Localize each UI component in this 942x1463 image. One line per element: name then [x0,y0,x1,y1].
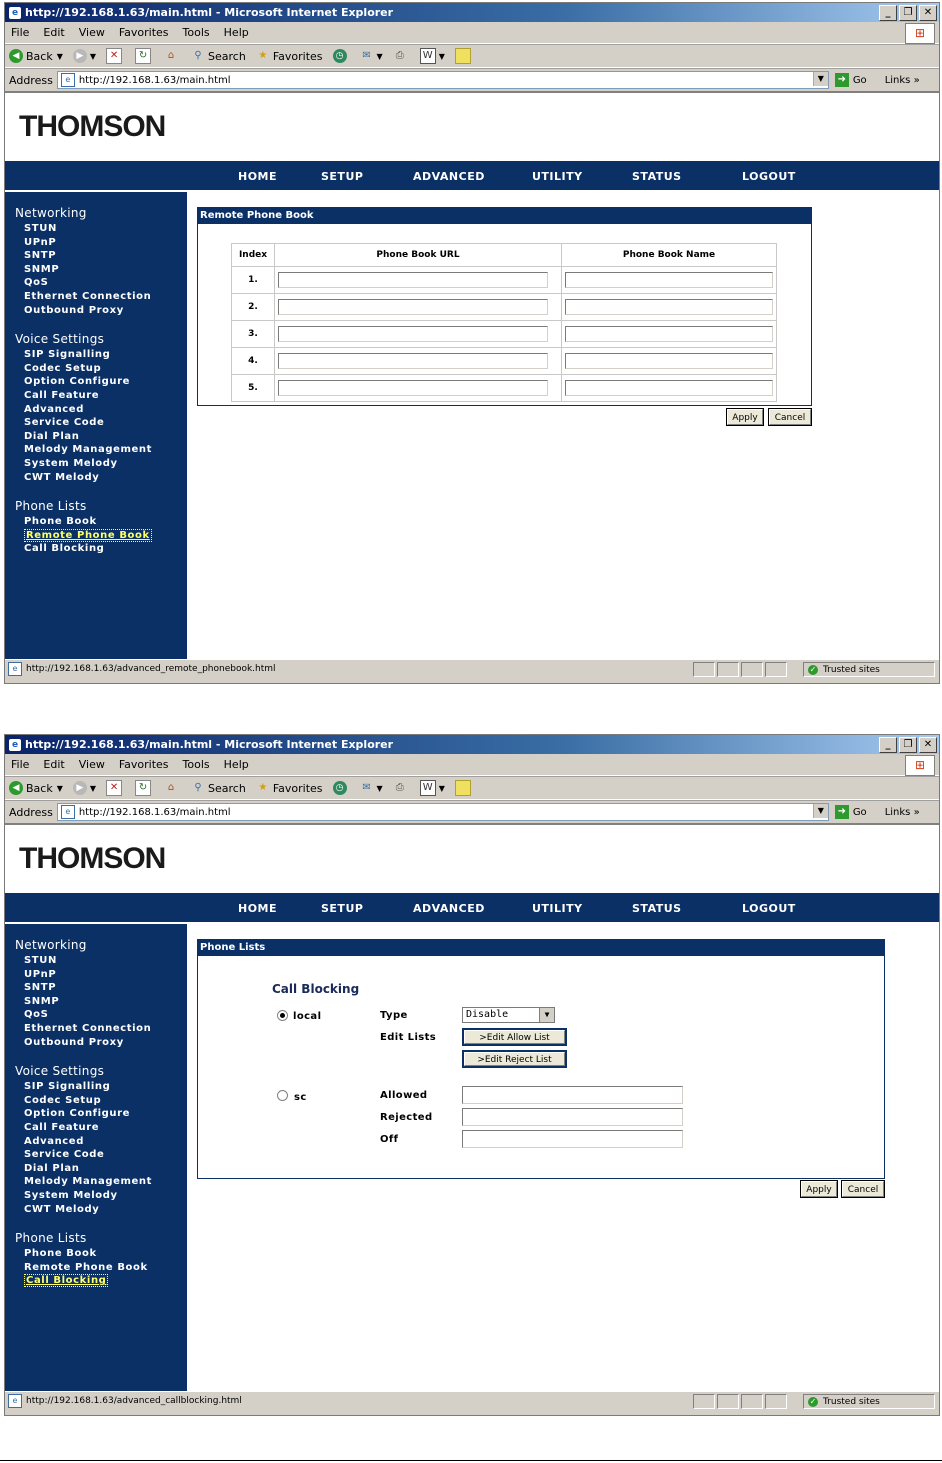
nav-home[interactable]: HOME [238,169,278,183]
panel-title: Remote Phone Book [198,208,811,224]
note-icon [455,48,471,64]
sidebar-item-ethernet[interactable]: Ethernet Connection [24,1022,152,1034]
menu-favorites[interactable]: Favorites [118,758,169,771]
sidebar-item-ethernet[interactable]: Ethernet Connection [24,290,152,302]
sidebar [5,924,187,1392]
go-arrow-icon: ➜ [835,73,849,87]
page-viewport [5,823,939,1391]
zone-indicator: ✓ Trusted sites [803,1394,935,1409]
messenger-button[interactable] [455,780,474,796]
url-input-3[interactable] [278,326,548,342]
address-url: http://192.168.1.63/main.html [78,806,231,818]
status-bar [5,1391,939,1410]
address-label: Address [9,73,53,87]
sidebar-item-system-melody[interactable]: System Melody [24,1189,118,1201]
status-url: http://192.168.1.63/advanced_callblocking.html [26,1396,242,1406]
menu-file[interactable]: File [11,26,30,39]
sidebar-item-snmp[interactable]: SNMP [24,263,60,275]
stop-icon: ✕ [106,780,122,796]
sidebar-item-advanced[interactable]: Advanced [24,1135,84,1147]
sidebar-item-phone-book[interactable]: Phone Book [24,516,97,528]
stop-button[interactable] [106,780,125,796]
sidebar-item-sip[interactable]: SIP Signalling [24,349,111,361]
remote-phone-book-panel [197,207,812,406]
address-url: http://192.168.1.63/main.html [78,74,231,86]
sidebar-item-dial-plan[interactable]: Dial Plan [24,430,80,442]
section-title: Call Blocking [272,982,360,996]
ie-logo-icon: e [9,739,21,751]
window-titlebar [5,3,939,22]
menu-tools[interactable]: Tools [182,26,210,39]
sidebar-item-system-melody[interactable]: System Melody [24,457,118,469]
rejected-label: Rejected [380,1112,433,1123]
edit-reject-list-button[interactable]: >Edit Reject List [462,1050,567,1068]
url-input-5[interactable] [278,380,548,396]
sidebar-item-snmp[interactable]: SNMP [24,995,60,1007]
links-button[interactable]: Links » [884,806,920,818]
edit-button[interactable]: W ▼ [420,48,445,64]
name-input-1[interactable] [565,272,773,288]
go-button[interactable]: ➜ Go [835,73,867,87]
edit-document-icon: W [420,48,436,64]
table-row [232,348,777,375]
url-input-1[interactable] [278,272,548,288]
page-icon: e [61,805,75,819]
back-button[interactable]: ◀ Back ▼ [9,49,63,63]
nav-utility[interactable]: UTILITY [532,901,583,915]
sidebar-heading-networking: Networking [15,206,87,220]
history-button[interactable] [333,49,350,63]
go-arrow-icon: ➜ [835,805,849,819]
url-input-2[interactable] [278,299,548,315]
home-icon: ⌂ [167,50,175,61]
off-label: Off [380,1134,399,1145]
back-arrow-icon: ◀ [9,49,23,63]
sidebar-item-outbound-proxy[interactable]: Outbound Proxy [24,1036,124,1048]
nav-status[interactable]: STATUS [632,901,682,915]
sidebar-item-stun[interactable]: STUN [24,955,57,966]
toolbar [5,44,939,68]
forward-arrow-icon: ▶ [73,781,87,795]
refresh-button[interactable] [135,780,154,796]
search-icon: ⚲ [194,50,202,61]
links-button[interactable]: Links » [884,74,920,86]
star-icon: ★ [258,50,268,61]
sidebar-item-sip[interactable]: SIP Signalling [24,1081,111,1093]
off-input[interactable] [462,1130,683,1148]
mail-button[interactable]: ✉ ▼ [360,781,383,795]
main-content [187,924,939,1392]
nav-setup[interactable]: SETUP [321,169,364,183]
cancel-button[interactable]: Cancel [841,1180,885,1198]
sidebar-item-dial-plan[interactable]: Dial Plan [24,1162,80,1174]
chevron-down-icon: ▼ [539,1008,554,1022]
menu-favorites[interactable]: Favorites [118,26,169,39]
sidebar-item-service-code[interactable]: Service Code [24,417,105,429]
sidebar-item-upnp[interactable]: UPnP [24,968,57,980]
stop-icon: ✕ [106,48,122,64]
page-icon: e [61,73,75,87]
sidebar [5,192,187,660]
sidebar-heading-phone-lists: Phone Lists [15,1231,87,1246]
nav-utility[interactable]: UTILITY [532,169,583,183]
address-label: Address [9,805,53,819]
close-button[interactable]: ✕ [919,737,937,753]
sidebar-item-qos[interactable]: QoS [24,1009,49,1021]
sidebar-item-call-feature[interactable]: Call Feature [24,1121,100,1133]
sidebar-item-call-blocking[interactable]: Call Blocking [24,543,105,555]
sidebar-item-cwt-melody[interactable]: CWT Melody [24,471,100,483]
apply-button[interactable]: Apply [800,1180,838,1198]
local-radio[interactable] [277,1010,288,1021]
print-icon: ⎙ [395,50,404,61]
address-dropdown-icon[interactable]: ▼ [813,72,828,86]
windows-logo-icon: ⊞ [905,23,935,44]
history-icon: ◷ [333,49,347,63]
panel-title: Phone Lists [198,940,884,956]
messenger-button[interactable] [455,48,474,64]
address-input[interactable] [57,71,829,89]
checkmark-icon: ✓ [809,1396,817,1406]
menu-edit[interactable]: Edit [43,758,65,771]
forward-button[interactable]: ▶ ▼ [73,781,96,795]
window-title: http://192.168.1.63/main.html - Microsoft Internet Explorer [25,6,394,19]
search-icon: ⚲ [194,782,202,793]
nav-setup[interactable]: SETUP [321,901,364,915]
name-input-3[interactable] [565,326,773,342]
sidebar-item-stun[interactable]: STUN [24,223,57,234]
type-label: Type [380,1010,408,1021]
name-input-5[interactable] [565,380,773,396]
back-arrow-icon: ◀ [9,781,23,795]
col-url: Phone Book URL [275,244,562,267]
menu-bar [5,754,939,776]
page-viewport [5,91,939,659]
sidebar-item-sntp[interactable]: SNTP [24,250,57,262]
table-row [232,294,777,321]
star-icon: ★ [258,782,268,793]
table-row [232,321,777,348]
cancel-button[interactable]: Cancel [768,408,812,426]
ie-logo-icon: e [9,7,21,19]
address-bar [5,800,939,823]
menu-bar [5,22,939,44]
col-index: Index [232,244,275,267]
refresh-button[interactable] [135,48,154,64]
address-input[interactable] [57,803,829,821]
sidebar-item-cwt-melody[interactable]: CWT Melody [24,1203,100,1215]
sidebar-item-qos[interactable]: QoS [24,277,49,289]
allowed-input[interactable] [462,1086,683,1104]
browser-window-call-blocking [4,734,940,1416]
rejected-input[interactable] [462,1108,683,1126]
toolbar [5,776,939,800]
menu-tools[interactable]: Tools [182,758,210,771]
nav-advanced[interactable]: ADVANCED [413,901,485,915]
apply-button[interactable]: Apply [726,408,764,426]
phone-lists-panel [197,939,885,1179]
sidebar-item-codec[interactable]: Codec Setup [24,362,102,374]
col-name: Phone Book Name [562,244,777,267]
edit-button[interactable]: W ▼ [420,780,445,796]
status-bar [5,659,939,678]
stop-button[interactable] [106,48,125,64]
mail-icon: ✉ [362,50,371,61]
print-icon: ⎙ [395,782,404,793]
url-input-4[interactable] [278,353,548,369]
history-button[interactable] [333,781,350,795]
home-button[interactable] [164,781,181,795]
name-input-2[interactable] [565,299,773,315]
window-titlebar [5,735,939,754]
minimize-button[interactable]: _ [879,737,897,753]
thomson-logo: THOMSON [5,93,939,162]
nav-logout[interactable]: LOGOUT [742,901,796,915]
forward-arrow-icon: ▶ [73,49,87,63]
go-button[interactable]: ➜ Go [835,805,867,819]
local-label: local [293,1011,322,1022]
menu-help[interactable]: Help [223,758,249,771]
menu-edit[interactable]: Edit [43,26,65,39]
sc-label: sc [294,1092,307,1103]
allowed-label: Allowed [380,1090,428,1101]
menu-view[interactable]: View [78,26,105,39]
table-row [232,267,777,294]
status-url: http://192.168.1.63/advanced_remote_phonebook.html [26,664,276,674]
address-dropdown-icon[interactable]: ▼ [813,804,828,818]
row-index: 1. [232,267,275,294]
nav-advanced[interactable]: ADVANCED [413,169,485,183]
sidebar-item-call-blocking[interactable]: Call Blocking [26,1275,107,1287]
row-index: 5. [232,375,275,402]
page-status-icon: e [8,662,22,676]
print-button[interactable] [393,49,410,63]
close-button[interactable]: ✕ [919,5,937,21]
restore-button[interactable]: ❐ [899,5,917,21]
sidebar-item-call-feature[interactable]: Call Feature [24,389,100,401]
row-index: 4. [232,348,275,375]
browser-window-remote-phonebook [4,2,940,684]
favorites-button[interactable]: ★ Favorites [256,781,323,795]
page-status-icon: e [8,1394,22,1408]
name-input-4[interactable] [565,353,773,369]
windows-logo-icon: ⊞ [905,755,935,776]
print-button[interactable] [393,781,410,795]
checkmark-icon: ✓ [809,664,817,674]
menu-view[interactable]: View [78,758,105,771]
mail-icon: ✉ [362,782,371,793]
nav-status[interactable]: STATUS [632,169,682,183]
sidebar-item-upnp[interactable]: UPnP [24,236,57,248]
sidebar-heading-voice: Voice Settings [15,332,105,347]
menu-help[interactable]: Help [223,26,249,39]
sidebar-heading-networking: Networking [15,938,87,952]
nav-logout[interactable]: LOGOUT [742,169,796,183]
sidebar-item-outbound-proxy[interactable]: Outbound Proxy [24,304,124,316]
menu-file[interactable]: File [11,758,30,771]
minimize-button[interactable]: _ [879,5,897,21]
search-button[interactable]: ⚲ Search [191,49,246,63]
edit-document-icon: W [420,780,436,796]
sidebar-item-option[interactable]: Option Configure [24,376,131,388]
sc-radio[interactable] [277,1090,288,1101]
sidebar-item-phone-book[interactable]: Phone Book [24,1248,97,1260]
top-nav [5,894,939,924]
mail-button[interactable]: ✉ ▼ [360,49,383,63]
home-icon: ⌂ [167,782,175,793]
zone-indicator: ✓ Trusted sites [803,662,935,677]
address-bar [5,68,939,91]
sidebar-item-remote-phone-book[interactable]: Remote Phone Book [26,529,150,541]
table-row [232,375,777,402]
history-icon: ◷ [333,781,347,795]
main-content [187,192,939,660]
sidebar-heading-phone-lists: Phone Lists [15,499,87,514]
thomson-logo: THOMSON [5,825,939,894]
window-title: http://192.168.1.63/main.html - Microsoft Internet Explorer [25,738,394,751]
refresh-icon: ↻ [135,780,151,796]
top-nav [5,162,939,192]
forward-button[interactable]: ▶ ▼ [73,49,96,63]
sidebar-item-sntp[interactable]: SNTP [24,982,57,994]
type-select[interactable]: Disable ▼ [462,1007,555,1023]
refresh-icon: ↻ [135,48,151,64]
sidebar-item-melody-mgmt[interactable]: Melody Management [24,1176,152,1188]
home-button[interactable] [164,49,181,63]
sidebar-item-advanced[interactable]: Advanced [24,403,84,415]
sidebar-item-codec[interactable]: Codec Setup [24,1094,102,1106]
back-button[interactable]: ◀ Back ▼ [9,781,63,795]
sidebar-heading-voice: Voice Settings [15,1064,105,1079]
search-button[interactable]: ⚲ Search [191,781,246,795]
favorites-button[interactable]: ★ Favorites [256,49,323,63]
restore-button[interactable]: ❐ [899,737,917,753]
sidebar-item-melody-mgmt[interactable]: Melody Management [24,444,152,456]
nav-home[interactable]: HOME [238,901,278,915]
edit-lists-label: Edit Lists [380,1032,437,1043]
edit-allow-list-button[interactable]: >Edit Allow List [462,1028,567,1046]
row-index: 3. [232,321,275,348]
sidebar-item-service-code[interactable]: Service Code [24,1149,105,1161]
sidebar-item-remote-phone-book[interactable]: Remote Phone Book [24,1261,148,1273]
sidebar-item-option[interactable]: Option Configure [24,1108,131,1120]
page-bottom-rule [0,1460,942,1461]
note-icon [455,780,471,796]
phone-book-table [231,243,777,402]
row-index: 2. [232,294,275,321]
